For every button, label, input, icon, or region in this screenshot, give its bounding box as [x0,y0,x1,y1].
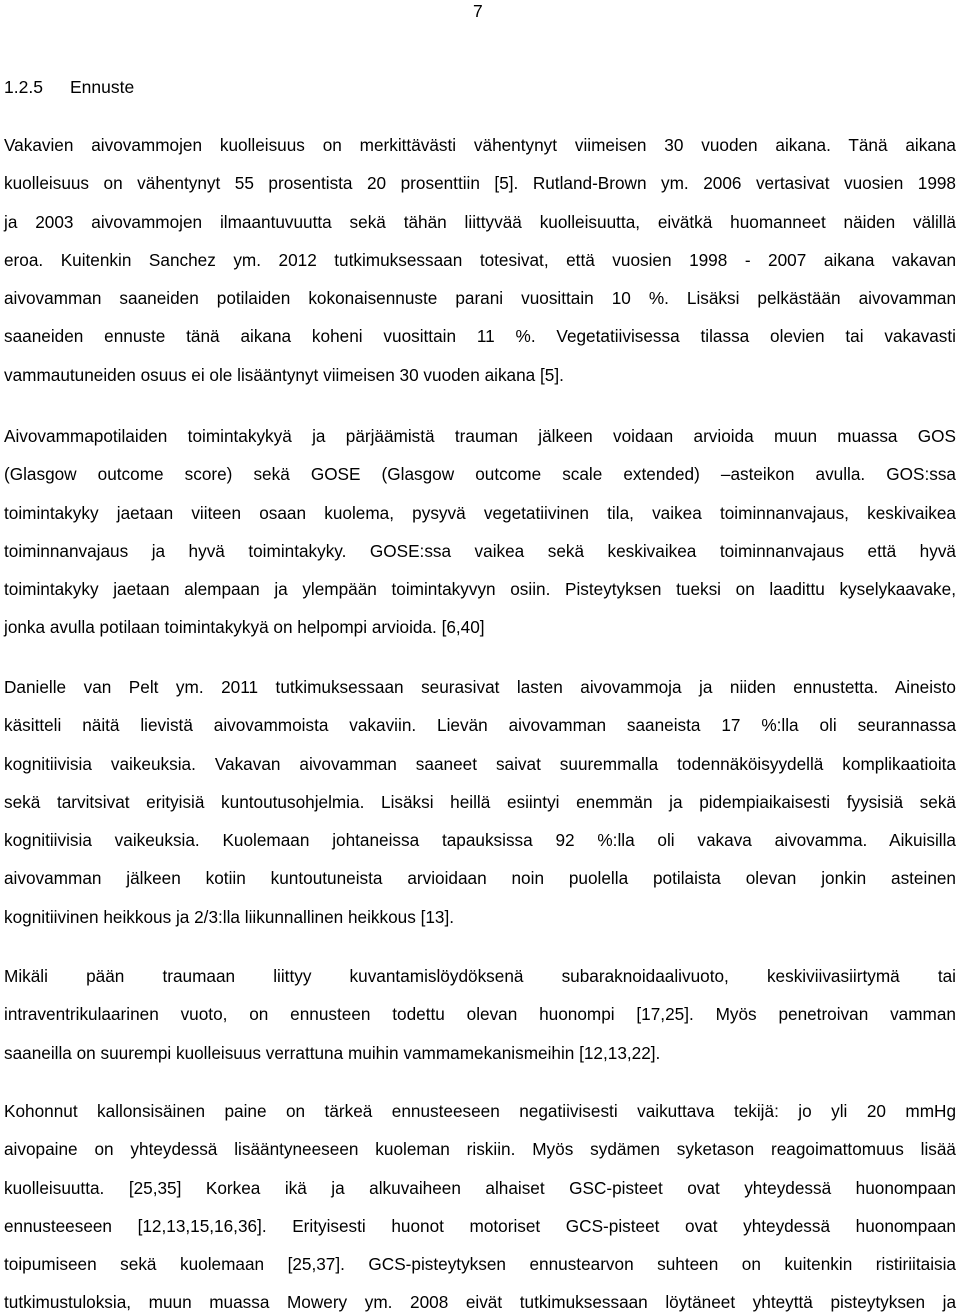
page-number: 7 [473,1,483,21]
text-line: intraventrikulaarinen vuoto, on ennusteen todettu olevan huonompi [17,25]. Myös penetroivan vamman [4,1004,956,1025]
paragraph-5 [4,1098,956,1313]
text-line: käsitteli näitä lievistä aivovammoista vakaviin. Lievän aivovamman saaneista 17 %:lla oli seurannassa [4,715,956,736]
text-line: kognitiivinen heikkous ja 2/3:lla liikunnallinen heikkous [13]. [4,906,455,927]
text-line: Kohonnut kallonsisäinen paine on tärkeä ennusteeseen negatiivisesti vaikuttava tekijä: jo yli 20 mmHg [4,1101,956,1121]
text-line: saaneilla on suurempi kuolleisuus verrattuna muihin vammamekanismeihin [12,13,22]. [4,1042,661,1063]
text-line: aivopaine on yhteydessä lisääntyneeseen kuoleman riskiin. Myös sydämen syketason reagoimattomuus lisää [4,1139,956,1160]
section-title: Ennuste [70,77,135,97]
section-heading [4,76,134,98]
text-line: ja 2003 aivovammojen ilmaantuvuutta sekä tähän liittyvää kuolleisuutta, eivätkä huomanneet näiden välillä [4,211,956,232]
text-line: jonka avulla potilaan toimintakykyä on helpompi arvioida. [6,40] [4,617,485,638]
text-line: tutkimustuloksia, muun muassa Mowery ym. 2008 eivät tutkimuksessaan löytäneet yhteyttä pisteytyksen ja [4,1292,956,1313]
section-number: 1.2.5 [4,77,43,97]
text-line: Aivovammapotilaiden toimintakykyä ja pärjäämistä trauman jälkeen voidaan arvioida muun muassa GOS [4,426,956,446]
text-line: kognitiivisia vaikeuksia. Kuolemaan johtaneissa tapauksissa 92 %:lla oli vakava aivovamma. Aikuisilla [4,830,956,851]
text-line: vammautuneiden osuus ei ole lisääntynyt viimeisen 30 vuoden aikana [5]. [4,364,564,385]
text-line: kuolleisuutta. [25,35] Korkea ikä ja alkuvaiheen alhaiset GSC-pisteet ovat yhteydessä huonompaan [4,1177,956,1198]
paragraph-1 [4,132,956,400]
text-line: (Glasgow outcome score) sekä GOSE (Glasgow outcome scale extended) –asteikon avulla. GOS:ssa [4,464,956,485]
text-line: toiminnanvajaus ja hyvä toimintakyky. GOSE:ssa vaikea sekä keskivaikea toiminnanvajaus että hyvä [4,540,956,561]
text-line: Mikäli pään traumaan liittyy kuvantamislöydöksenä subaraknoidaalivuoto, keskiviivasiirtymä tai [4,966,956,986]
text-line: aivovamman jälkeen kotiin kuntoutuneista arvioidaan noin puolella potilaista olevan jonkin asteinen [4,868,956,889]
paragraph-3 [4,674,956,942]
paragraph-4 [4,963,956,1078]
text-line: sekä tarvitsivat erityisiä kuntoutusohjelmia. Lisäksi heillä esiintyi enemmän ja pidempiaikaisesti fyysisiä sekä [4,791,956,812]
text-line: aivovamman saaneiden potilaiden kokonaisennuste parani vuosittain 10 %. Lisäksi pelkästään aivovamman [4,288,956,309]
text-line: Vakavien aivovammojen kuolleisuus on merkittävästi vähentynyt viimeisen 30 vuoden aikana. Tänä aikana [4,135,956,155]
text-line: saaneiden ennuste tänä aikana koheni vuosittain 11 %. Vegetatiivisessa tilassa olevien tai vakavasti [4,326,956,347]
text-line: Danielle van Pelt ym. 2011 tutkimuksessaan seurasivat lasten aivovammoja ja niiden ennustetta. Aineisto [4,677,956,697]
text-line: ennusteeseen [12,13,15,16,36]. Erityisesti huonot motoriset GCS-pisteet ovat yhteydessä huonompaan [4,1215,956,1236]
text-line: kognitiivisia vaikeuksia. Vakavan aivovamman saaneet saivat suuremmalla todennäköisyydellä komplikaatioita [4,753,956,774]
text-line: toimintakyky jaetaan viiteen osaan kuolema, pysyvä vegetatiivinen tila, vaikea toiminnanvajaus, keskivaikea [4,502,956,523]
text-line: toipumiseen sekä kuolemaan [25,37]. GCS-pisteytyksen ennustearvon suhteen on kuitenkin ristiriitaisia [4,1254,956,1275]
text-line: kuolleisuus on vähentynyt 55 prosentista 20 prosenttiin [5]. Rutland-Brown ym. 2006 vertasivat vuosien 1998 [4,173,956,194]
paragraph-2 [4,423,956,653]
text-line: eroa. Kuitenkin Sanchez ym. 2012 tutkimuksessaan totesivat, että vuosien 1998 - 2007 aikana vakavan [4,249,956,270]
text-line: toimintakyky jaetaan alempaan ja ylempään toimintakyvyn osiin. Pisteytyksen tueksi on laadittu kyselykaavake, [4,579,956,600]
